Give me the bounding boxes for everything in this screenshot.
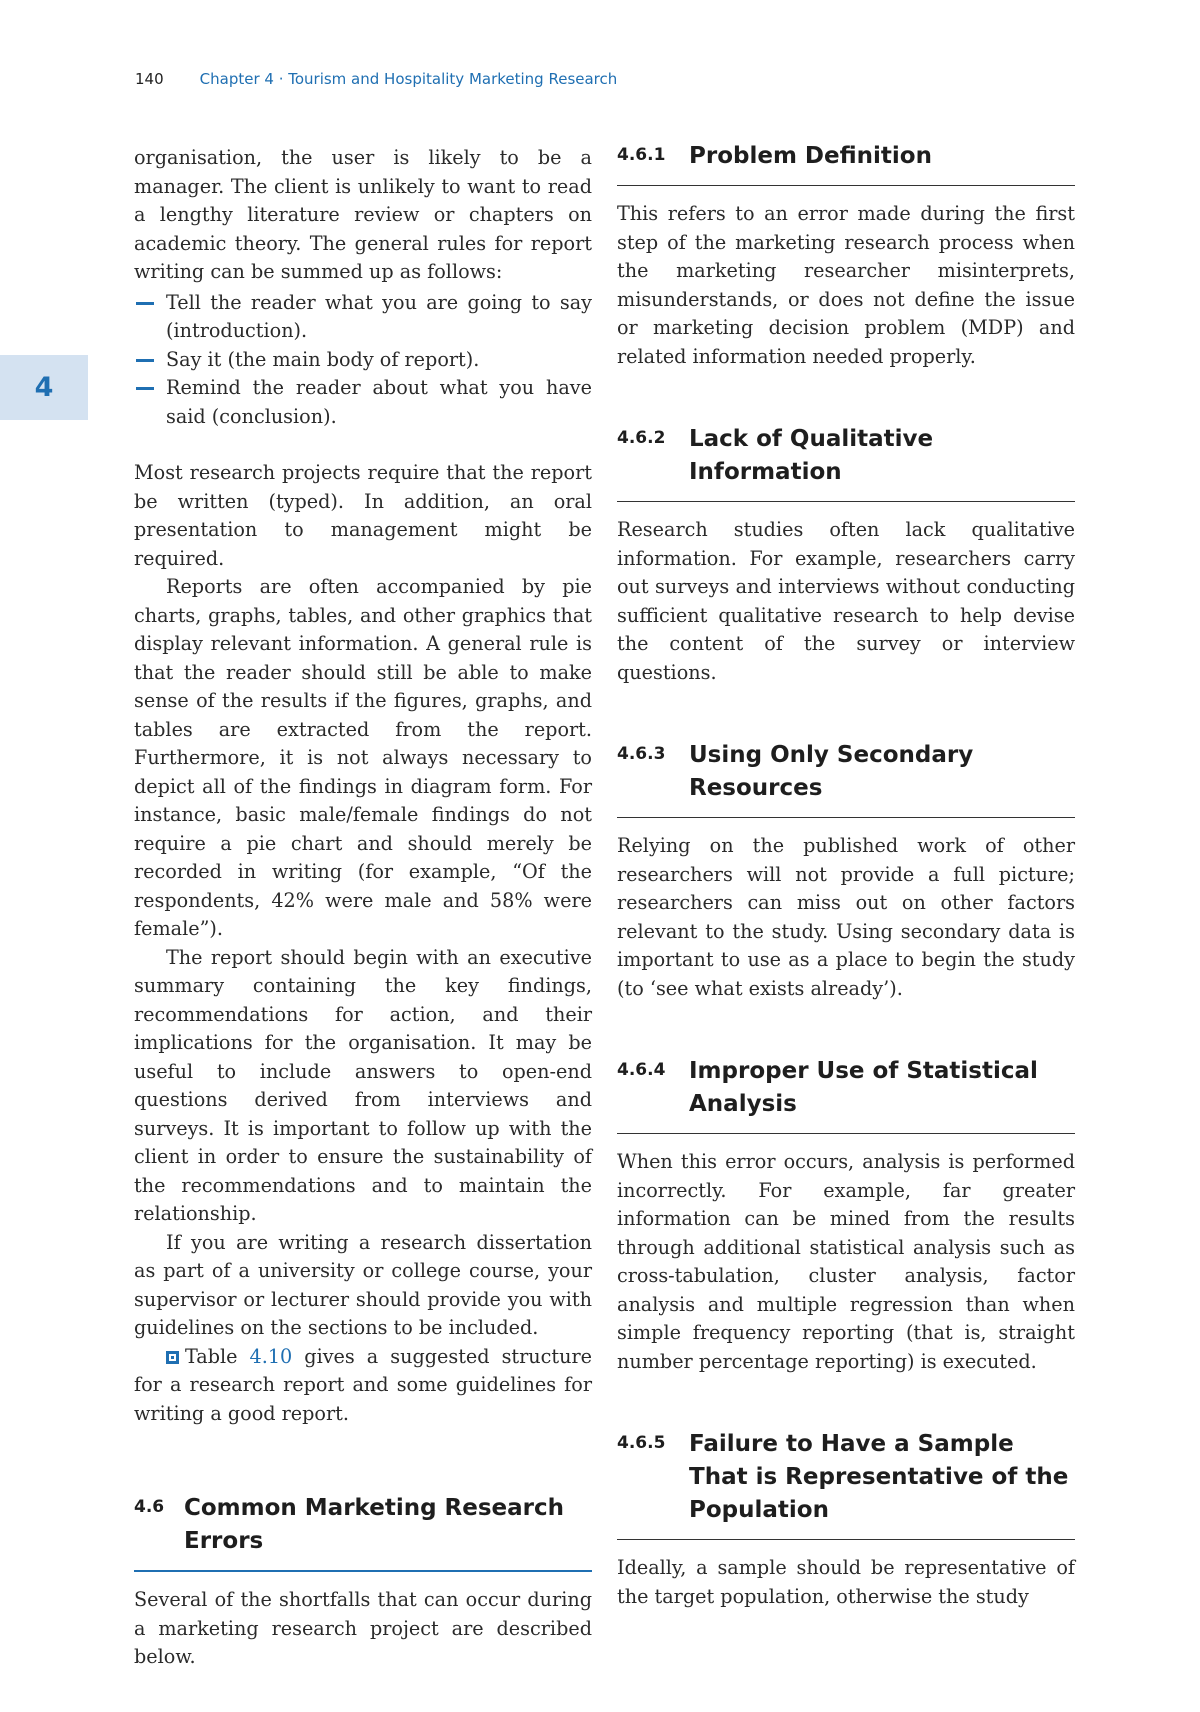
list-item: Say it (the main body of report). bbox=[134, 346, 592, 375]
paragraph: The report should begin with an executive summary containing the key findings, recommendations for action, and their implications for the organisation. It may be useful to include answers to open-end questions derived from interviews and surveys. It is important to follow up with the client in order to ensure the sustainability of the recommendations and to maintain the relationship. bbox=[134, 945, 592, 1225]
table-link[interactable]: 4.10 bbox=[249, 1344, 293, 1368]
left-column bbox=[134, 144, 592, 1672]
section-heading-4-6-3: 4.6.3 Using Only Secondary Resources bbox=[617, 739, 1075, 818]
section-heading-4-6 bbox=[134, 1492, 592, 1572]
section-heading-4-6-4: 4.6.4 Improper Use of Statistical Analysis bbox=[617, 1055, 1075, 1134]
paragraph: Most research projects require that the report be written (typed). In addition, an oral presentation to management might be required. bbox=[134, 461, 592, 570]
paragraph: organisation, the user is likely to be a manager. The client is unlikely to want to read a lengthy literature review or chapters on academic theory. The general rules for report writing can be summed up as follows: bbox=[134, 146, 592, 283]
paragraph: When this error occurs, analysis is performed incorrectly. For example, far greater information can be mined from the results through additional statistical analysis such as cross-tabulation, cluster analysis, factor analysis and multiple regression than when simple frequency reporting (that is, straight number percentage reporting) is executed. bbox=[617, 1150, 1075, 1373]
right-column bbox=[617, 140, 1075, 1611]
table-reference-icon bbox=[166, 1351, 179, 1364]
section-heading-4-6-5: 4.6.5 Failure to Have a Sample That is Representative of the Population bbox=[617, 1428, 1075, 1540]
section-heading-4-6-2: 4.6.2 Lack of Qualitative Information bbox=[617, 423, 1075, 502]
rules-list bbox=[134, 289, 592, 432]
chapter-tab: 4 bbox=[0, 355, 88, 420]
section-title: Common Marketing Research Errors bbox=[184, 1495, 565, 1554]
paragraph: Table 4.10 gives a suggested structure for a research report and some guidelines for writing a good report. bbox=[134, 1344, 593, 1425]
section-heading-4-6-1: 4.6.1 Problem Definition bbox=[617, 140, 1075, 186]
dash-bullet-icon bbox=[136, 359, 154, 362]
paragraph: If you are writing a research dissertation as part of a university or college course, your supervisor or lecturer should provide you with guidelines on the sections to be included. bbox=[134, 1230, 592, 1339]
list-item: Tell the reader what you are going to say (introduction). bbox=[134, 289, 592, 346]
paragraph: Reports are often accompanied by pie charts, graphs, tables, and other graphics that display relevant information. A general rule is that the reader should still be able to make sense of the results if the figures, graphs, and tables are extracted from the report. Furthermore, it is not always necessary to depict all of the findings in diagram form. For instance, basic male/female findings do not require a pie chart and should merely be recorded in writing (for example, “Of the respondents, 42% were male and 58% were female”). bbox=[134, 575, 592, 940]
paragraph: Research studies often lack qualitative information. For example, researchers carry out surveys and interviews without conducting sufficient qualitative research to help devise the content of the survey or interview questions. bbox=[617, 518, 1075, 684]
section-number: 4.6 bbox=[134, 1497, 165, 1517]
paragraph: Relying on the published work of other researchers will not provide a full picture; researchers can miss out on other factors relevant to the study. Using secondary data is important to use as a place to begin the study (to ‘see what exists already’). bbox=[617, 834, 1075, 1000]
page-number: 140 bbox=[135, 70, 164, 88]
dash-bullet-icon bbox=[136, 387, 154, 390]
chapter-title: Chapter 4 · Tourism and Hospitality Marketing Research bbox=[199, 70, 618, 88]
paragraph: This refers to an error made during the first step of the marketing research process when the marketing researcher misinterprets, misunderstands, or does not define the issue or marketing decision problem (MDP) and related information needed properly. bbox=[617, 202, 1075, 368]
dash-bullet-icon bbox=[136, 302, 154, 305]
list-item: Remind the reader about what you have said (conclusion). bbox=[134, 374, 592, 431]
paragraph: Several of the shortfalls that can occur during a marketing research project are described below. bbox=[134, 1588, 592, 1668]
running-head bbox=[135, 70, 617, 88]
paragraph: Ideally, a sample should be representative of the target population, otherwise the study bbox=[617, 1556, 1075, 1608]
